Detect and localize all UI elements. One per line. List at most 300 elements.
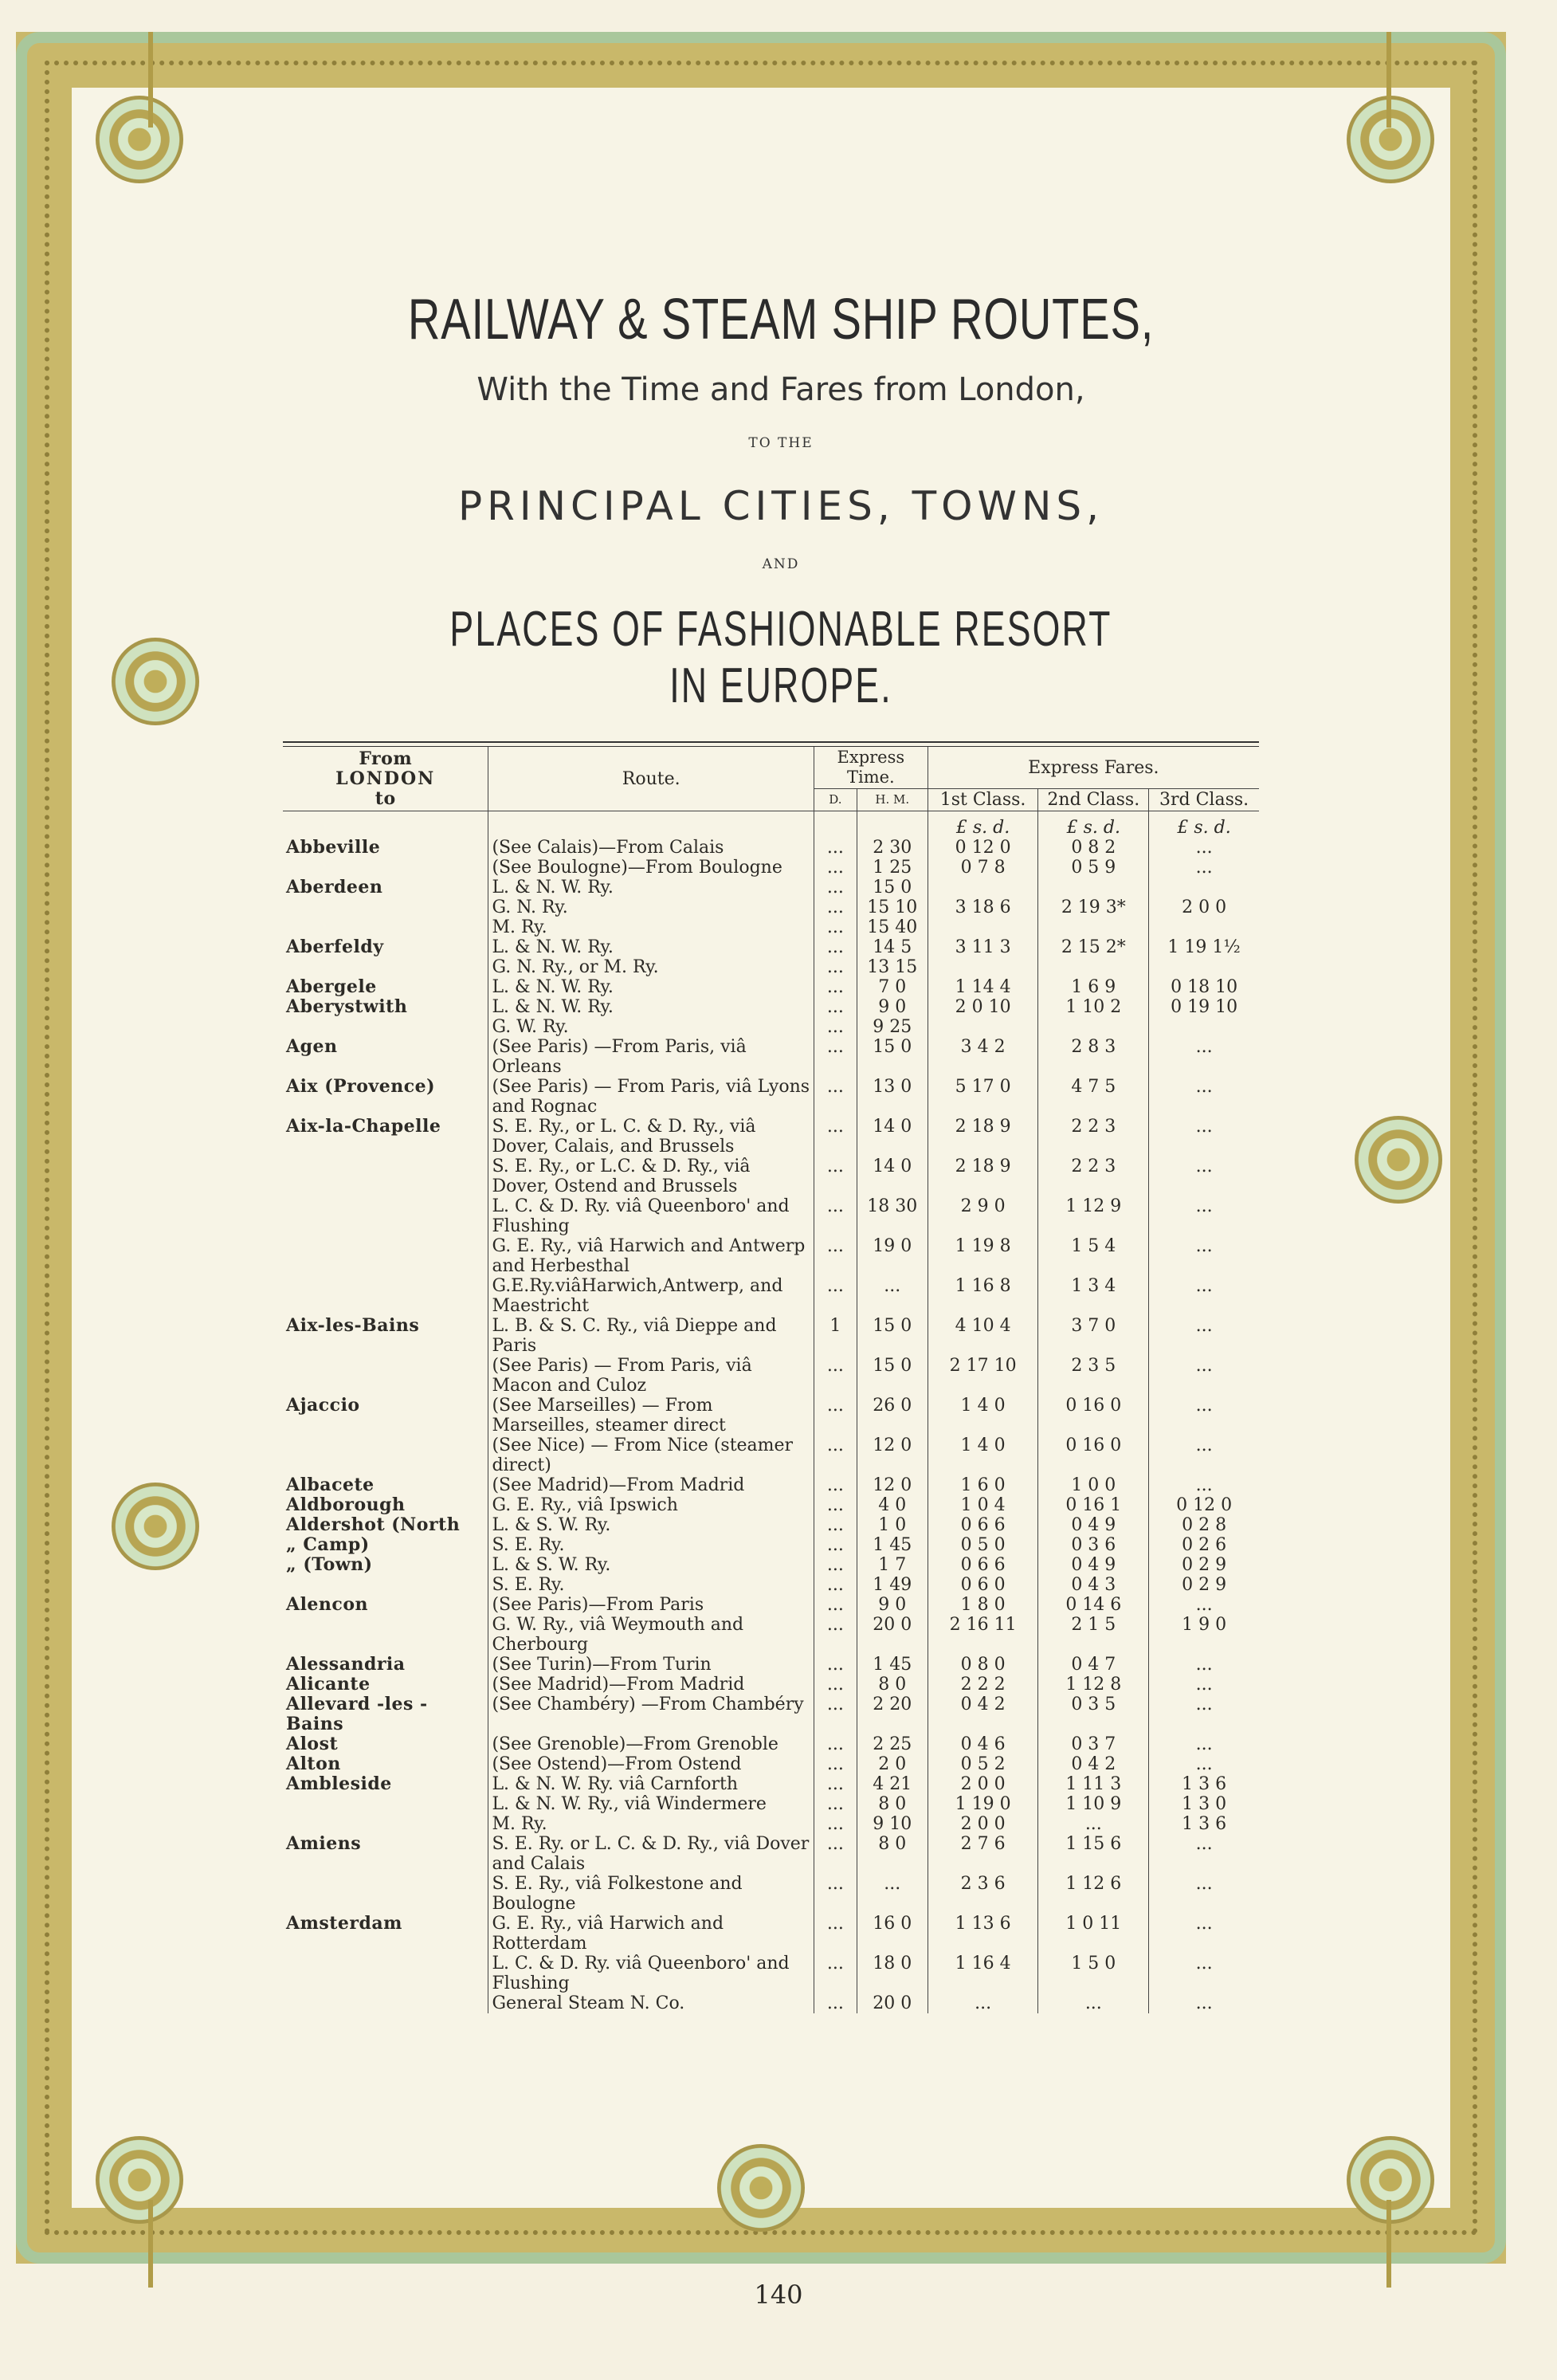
fare-2nd-cell: 0 3 5 [1038,1695,1149,1734]
days-cell: ... [814,1734,857,1754]
fare-1st-cell: 4 10 4 [928,1316,1038,1356]
route-cell: M. Ry. [488,1814,814,1834]
table-row [283,1794,1259,1814]
table-row [283,1475,1259,1495]
places-heading: PLACES OF FASHIONABLE RESORT IN EUROPE. [449,602,1112,713]
table-row [283,957,1259,977]
fare-1st-cell: 0 7 8 [928,858,1038,878]
fare-3rd-cell: ... [1149,1655,1259,1675]
fare-3rd-cell: 1 19 1½ [1149,937,1259,957]
fare-1st-cell: 0 6 6 [928,1515,1038,1535]
table-row [283,1695,1259,1734]
fare-1st-cell: 1 13 6 [928,1914,1038,1954]
fare-1st-cell: 3 11 3 [928,937,1038,957]
route-cell: (See Ostend)—From Ostend [488,1754,814,1774]
days-cell: ... [814,1117,857,1157]
route-cell: L. & S. W. Ry. [488,1515,814,1535]
fare-1st-cell: 2 3 6 [928,1874,1038,1914]
fare-3rd-cell [1149,957,1259,977]
table-row [283,1495,1259,1515]
fare-3rd-cell: ... [1149,1595,1259,1615]
days-cell: ... [814,1475,857,1495]
fare-1st-cell: 1 16 4 [928,1954,1038,1993]
fare-1st-cell: 0 6 0 [928,1575,1038,1595]
principal-heading: PRINCIPAL CITIES, TOWNS, [457,483,1104,529]
fare-1st-cell: 3 4 2 [928,1037,1038,1077]
table-row [283,1515,1259,1535]
cross-ornament-icon [148,2200,153,2288]
fare-3rd-cell: ... [1149,1954,1259,1993]
fare-2nd-cell: ... [1038,1814,1149,1834]
fare-1st-cell: 3 18 6 [928,897,1038,917]
fare-2nd-cell: 0 4 3 [1038,1575,1149,1595]
fare-3rd-cell: ... [1149,838,1259,858]
table-row [283,1356,1259,1396]
fare-3rd-cell: 0 2 8 [1149,1515,1259,1535]
fare-2nd-cell [1038,1017,1149,1037]
fare-1st-cell: 2 0 0 [928,1814,1038,1834]
time-cell: 12 0 [857,1475,928,1495]
fare-3rd-cell: ... [1149,1276,1259,1316]
fare-1st-cell: 0 6 6 [928,1555,1038,1575]
table-top-rule [283,741,1259,747]
time-cell: 12 0 [857,1435,928,1475]
destination-cell: Amiens [286,1833,362,1854]
days-cell: ... [814,1435,857,1475]
fare-3rd-cell: 0 18 10 [1149,977,1259,997]
connector-to-the: TO THE [748,435,814,451]
fare-3rd-cell: ... [1149,1695,1259,1734]
table-row [283,1157,1259,1196]
time-cell: 2 30 [857,838,928,858]
days-cell: ... [814,1515,857,1535]
destination-cell: Aberfeldy [286,937,384,957]
routes-table [283,741,1259,2013]
days-cell: ... [814,917,857,937]
fare-2nd-cell: 0 4 7 [1038,1655,1149,1675]
time-cell: 9 0 [857,1595,928,1615]
table-row [283,1675,1259,1695]
destination-cell: Ajaccio [286,1395,360,1416]
route-cell: (See Turin)—From Turin [488,1655,814,1675]
fare-1st-cell: 1 4 0 [928,1435,1038,1475]
time-cell: ... [857,1276,928,1316]
table-row [283,1954,1259,1993]
time-cell: 26 0 [857,1396,928,1435]
fare-2nd-cell: 2 1 5 [1038,1615,1149,1655]
destination-cell: Aberdeen [286,877,383,897]
destination-cell: Aberystwith [286,996,408,1017]
fare-1st-cell: 1 8 0 [928,1595,1038,1615]
fare-3rd-cell: ... [1149,1834,1259,1874]
time-cell: 7 0 [857,977,928,997]
route-cell: (See Boulogne)—From Boulogne [488,858,814,878]
time-cell: 9 0 [857,997,928,1017]
fare-1st-cell: 0 12 0 [928,838,1038,858]
col-header-hours-minutes: H. M. [857,789,928,811]
table-row [283,1914,1259,1954]
fare-2nd-cell: 0 16 0 [1038,1396,1149,1435]
route-cell: L. C. & D. Ry. viâ Queenboro' and Flushing [488,1954,814,1993]
days-cell: ... [814,1655,857,1675]
time-cell: 1 7 [857,1555,928,1575]
table-row [283,917,1259,937]
time-cell: 15 10 [857,897,928,917]
destination-cell [283,1993,488,2013]
table-row [283,1236,1259,1276]
route-cell: G. N. Ry., or M. Ry. [488,957,814,977]
fare-1st-cell: 1 14 4 [928,977,1038,997]
time-cell: 1 0 [857,1515,928,1535]
table-body [283,838,1259,2013]
rose-ornament-icon [1355,1116,1442,1204]
days-cell: ... [814,1695,857,1734]
fare-2nd-cell: 4 7 5 [1038,1077,1149,1117]
fare-3rd-cell: ... [1149,1914,1259,1954]
fare-3rd-cell: ... [1149,1077,1259,1117]
table-row [283,1993,1259,2013]
fare-1st-cell [928,878,1038,897]
fare-3rd-cell [1149,878,1259,897]
time-cell: 1 49 [857,1575,928,1595]
fare-3rd-cell: 1 9 0 [1149,1615,1259,1655]
days-cell: ... [814,1017,857,1037]
col-header-1st-class: 1st Class. [928,789,1038,811]
route-cell: L. & N. W. Ry. [488,977,814,997]
table-row [283,897,1259,917]
table-row [283,1316,1259,1356]
fare-2nd-cell: 0 5 9 [1038,858,1149,878]
table-row [283,1754,1259,1774]
fare-2nd-cell: 1 10 9 [1038,1794,1149,1814]
fare-2nd-cell: 2 2 3 [1038,1117,1149,1157]
fare-2nd-cell: 1 12 6 [1038,1874,1149,1914]
fare-1st-cell: 1 6 0 [928,1475,1038,1495]
fare-1st-cell [928,1017,1038,1037]
fare-3rd-cell: ... [1149,1734,1259,1754]
rose-ornament-icon [112,1483,199,1570]
time-cell: 14 0 [857,1157,928,1196]
table-row [283,1575,1259,1595]
route-cell: S. E. Ry., viâ Folkestone and Boulogne [488,1874,814,1914]
table-row [283,1077,1259,1117]
destination-cell [283,917,488,937]
destination-cell: Albacete [286,1475,375,1495]
fare-3rd-cell: 0 12 0 [1149,1495,1259,1515]
fare-2nd-cell [1038,917,1149,937]
col-header-2nd-class: 2nd Class. [1038,789,1149,811]
cross-ornament-icon [1386,32,1391,128]
destination-cell: Alessandria [286,1654,406,1675]
days-cell: ... [814,858,857,878]
days-cell: ... [814,1834,857,1874]
fare-3rd-cell: ... [1149,1675,1259,1695]
days-cell: ... [814,1615,857,1655]
time-cell: 4 0 [857,1495,928,1515]
cross-ornament-icon [148,32,153,128]
days-cell: ... [814,1954,857,1993]
fare-1st-cell: 2 9 0 [928,1196,1038,1236]
destination-cell: Abergele [286,976,377,997]
days-cell: ... [814,1754,857,1774]
fare-1st-cell [928,917,1038,937]
destination-cell: Agen [286,1036,338,1057]
fare-2nd-cell: 0 3 6 [1038,1535,1149,1555]
route-cell: L. & N. W. Ry. [488,997,814,1017]
time-cell: 15 0 [857,1356,928,1396]
route-cell: G. W. Ry. [488,1017,814,1037]
fare-3rd-cell: 0 2 9 [1149,1575,1259,1595]
fare-2nd-cell: 1 12 8 [1038,1675,1149,1695]
fare-3rd-cell: ... [1149,1435,1259,1475]
route-cell: L. B. & S. C. Ry., viâ Dieppe and Paris [488,1316,814,1356]
time-cell: 18 30 [857,1196,928,1236]
rose-ornament-icon [717,2144,805,2232]
time-cell: 14 0 [857,1117,928,1157]
fare-1st-cell: 2 18 9 [928,1157,1038,1196]
fare-1st-cell: 2 16 11 [928,1615,1038,1655]
route-cell: G. N. Ry. [488,897,814,917]
fare-3rd-cell: ... [1149,1874,1259,1914]
fare-3rd-cell: 0 19 10 [1149,997,1259,1017]
table-row [283,1814,1259,1834]
page-number: 140 [754,2280,803,2310]
days-cell: ... [814,1595,857,1615]
days-cell: ... [814,1575,857,1595]
route-cell: G. E. Ry., viâ Harwich and Rotterdam [488,1914,814,1954]
table-row [283,1196,1259,1236]
fare-3rd-cell: 0 2 6 [1149,1535,1259,1555]
destination-cell: Alost [286,1734,339,1754]
fare-1st-cell: 0 8 0 [928,1655,1038,1675]
time-cell: 4 21 [857,1774,928,1794]
destination-cell [283,1276,488,1316]
fare-3rd-cell: 0 2 9 [1149,1555,1259,1575]
col-header-route: Route. [488,747,814,811]
table-row [283,1555,1259,1575]
table-row [283,1774,1259,1794]
col-header-london: LONDON [335,768,436,789]
days-cell: ... [814,1794,857,1814]
route-cell: L. & N. W. Ry., viâ Windermere [488,1794,814,1814]
table-row [283,1396,1259,1435]
days-cell: ... [814,957,857,977]
fare-2nd-cell: 1 0 0 [1038,1475,1149,1495]
time-cell: 14 5 [857,937,928,957]
fare-1st-cell: 0 5 2 [928,1754,1038,1774]
route-cell: L. & N. W. Ry. viâ Carnforth [488,1774,814,1794]
fare-3rd-cell: ... [1149,1117,1259,1157]
route-cell: (See Paris)—From Paris [488,1595,814,1615]
fare-2nd-cell: 1 12 9 [1038,1196,1149,1236]
destination-cell [283,1196,488,1236]
time-cell: 18 0 [857,1954,928,1993]
fare-3rd-cell [1149,1017,1259,1037]
time-cell: 2 0 [857,1754,928,1774]
rose-ornament-icon [96,2136,183,2224]
col-header-to: to [375,787,396,809]
days-cell: ... [814,838,857,858]
route-cell: S. E. Ry., or L.C. & D. Ry., viâ Dover, Ostend and Brussels [488,1157,814,1196]
days-cell: ... [814,1236,857,1276]
route-cell: G. E. Ry., viâ Harwich and Antwerp and Herbesthal [488,1236,814,1276]
days-cell: ... [814,1396,857,1435]
fare-2nd-cell: 1 11 3 [1038,1774,1149,1794]
days-cell: ... [814,1774,857,1794]
fare-2nd-cell: 0 16 1 [1038,1495,1149,1515]
table-row [283,858,1259,878]
time-cell: 9 25 [857,1017,928,1037]
fare-2nd-cell: 1 6 9 [1038,977,1149,997]
fare-1st-cell: ... [928,1993,1038,2013]
destination-cell: Aix-les-Bains [286,1315,420,1336]
days-cell: ... [814,997,857,1017]
table-row [283,1655,1259,1675]
fare-1st-cell: 1 0 4 [928,1495,1038,1515]
fare-2nd-cell: ... [1038,1993,1149,2013]
time-cell: ... [857,1874,928,1914]
col-header-days: D. [814,789,857,811]
fare-3rd-cell: ... [1149,1993,1259,2013]
table-row [283,1535,1259,1555]
fare-3rd-cell: 1 3 6 [1149,1774,1259,1794]
currency-header: £ s. d. [928,811,1038,838]
table-row [283,997,1259,1017]
destination-cell: Aldershot (North [286,1514,461,1535]
time-cell: 9 10 [857,1814,928,1834]
destination-cell: Alicante [286,1674,371,1695]
connector-and: AND [762,556,800,572]
fare-2nd-cell: 2 19 3* [1038,897,1149,917]
fare-2nd-cell: 1 10 2 [1038,997,1149,1017]
table-row [283,1037,1259,1077]
fare-3rd-cell: ... [1149,1356,1259,1396]
destination-cell: Alton [286,1754,341,1774]
route-cell: S. E. Ry. [488,1535,814,1555]
table-row [283,1734,1259,1754]
time-cell: 15 40 [857,917,928,937]
fare-3rd-cell: ... [1149,1037,1259,1077]
days-cell: ... [814,1276,857,1316]
table-row [283,878,1259,897]
route-cell: (See Paris) — From Paris, viâ Macon and Culoz [488,1356,814,1396]
fare-2nd-cell: 3 7 0 [1038,1316,1149,1356]
route-cell: M. Ry. [488,917,814,937]
table-row [283,838,1259,858]
time-cell: 2 25 [857,1734,928,1754]
destination-cell [283,1814,488,1834]
days-cell: ... [814,1037,857,1077]
days-cell: ... [814,1077,857,1117]
time-cell: 20 0 [857,1993,928,2013]
time-cell: 20 0 [857,1615,928,1655]
destination-cell [283,1794,488,1814]
fare-2nd-cell: 0 4 9 [1038,1515,1149,1535]
table-row [283,937,1259,957]
destination-cell: Aix-la-Chapelle [286,1116,441,1137]
col-header-3rd-class: 3rd Class. [1149,789,1259,811]
table-row [283,1117,1259,1157]
fare-1st-cell: 2 18 9 [928,1117,1038,1157]
route-cell: L. & N. W. Ry. [488,937,814,957]
rose-ornament-icon [96,96,183,183]
fare-1st-cell: 0 4 2 [928,1695,1038,1734]
currency-header: £ s. d. [1038,811,1149,838]
fare-2nd-cell: 0 8 2 [1038,838,1149,858]
fare-3rd-cell [1149,917,1259,937]
days-cell: ... [814,1814,857,1834]
route-cell: L. & S. W. Ry. [488,1555,814,1575]
destination-cell: „ Camp) [286,1534,370,1555]
fare-3rd-cell: ... [1149,1236,1259,1276]
time-cell: 16 0 [857,1914,928,1954]
time-cell: 8 0 [857,1794,928,1814]
fare-1st-cell [928,957,1038,977]
route-cell: G. E. Ry., viâ Ipswich [488,1495,814,1515]
time-cell: 19 0 [857,1236,928,1276]
fare-2nd-cell: 2 3 5 [1038,1356,1149,1396]
time-cell: 8 0 [857,1834,928,1874]
destination-cell [283,1236,488,1276]
fare-1st-cell: 1 19 8 [928,1236,1038,1276]
fare-2nd-cell: 1 3 4 [1038,1276,1149,1316]
fare-2nd-cell [1038,957,1149,977]
days-cell: ... [814,1993,857,2013]
route-cell: General Steam N. Co. [488,1993,814,2013]
route-cell: (See Grenoble)—From Grenoble [488,1734,814,1754]
col-header-destination [283,747,488,811]
fare-1st-cell: 1 19 0 [928,1794,1038,1814]
fare-3rd-cell: ... [1149,1316,1259,1356]
table-row [283,1595,1259,1615]
fare-2nd-cell: 2 8 3 [1038,1037,1149,1077]
days-cell: ... [814,1555,857,1575]
fare-1st-cell: 0 4 6 [928,1734,1038,1754]
table-row [283,1834,1259,1874]
destination-cell [283,1575,488,1595]
time-cell: 1 45 [857,1655,928,1675]
rose-ornament-icon [112,638,199,725]
time-cell: 13 0 [857,1077,928,1117]
fare-2nd-cell: 1 5 4 [1038,1236,1149,1276]
days-cell: ... [814,977,857,997]
days-cell: ... [814,1495,857,1515]
time-cell: 13 15 [857,957,928,977]
days-cell: ... [814,878,857,897]
fare-1st-cell: 1 16 8 [928,1276,1038,1316]
page-subtitle: With the Time and Fares from London, [477,371,1085,408]
col-header-from: From [359,748,413,769]
fare-3rd-cell: 1 3 0 [1149,1794,1259,1814]
table-row [283,1017,1259,1037]
fare-3rd-cell: ... [1149,1157,1259,1196]
page-header [287,287,1275,714]
destination-cell [283,1157,488,1196]
destination-cell: Alencon [286,1594,368,1615]
route-cell: (See Nice) — From Nice (steamer direct) [488,1435,814,1475]
destination-cell [283,1356,488,1396]
fare-1st-cell: 0 5 0 [928,1535,1038,1555]
time-cell: 2 20 [857,1695,928,1734]
fare-3rd-cell: ... [1149,1475,1259,1495]
destination-cell [283,897,488,917]
fare-3rd-cell: ... [1149,1396,1259,1435]
currency-header: £ s. d. [1149,811,1259,838]
route-cell: (See Chambéry) —From Chambéry [488,1695,814,1734]
destination-cell: Ambleside [286,1773,392,1794]
days-cell: ... [814,1675,857,1695]
days-cell: ... [814,897,857,917]
